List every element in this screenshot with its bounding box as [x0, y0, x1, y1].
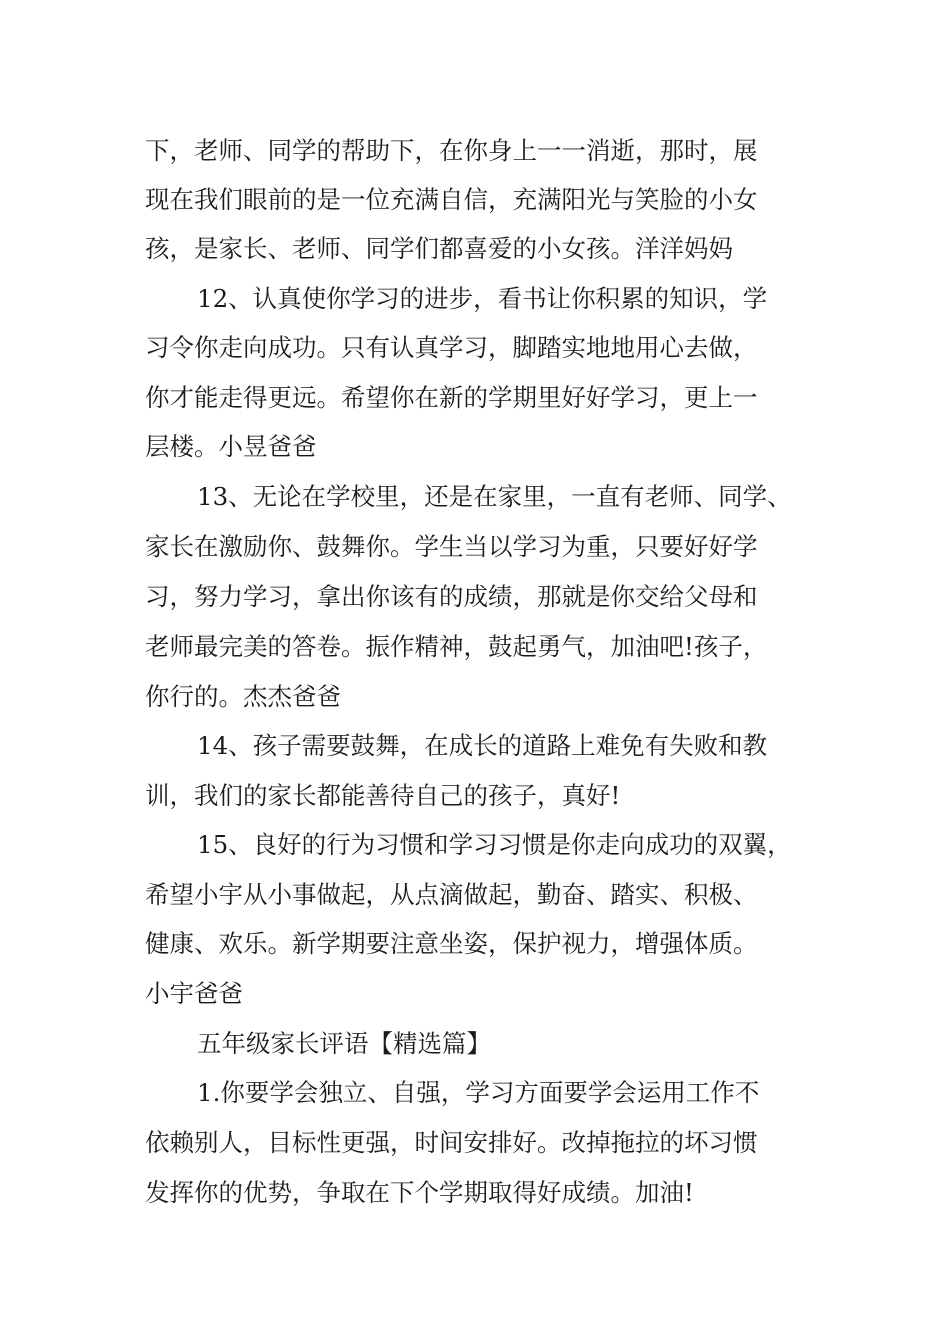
text-line-14: 训，我们的家长都能善待自己的孩子，真好! — [145, 781, 621, 810]
text-line-16: 希望小宇从小事做起，从点滴做起，勤奋、踏实、积极、 — [145, 880, 758, 909]
paragraph-13-start: 13、无论在学校里，还是在家里，一直有老师、同学、 — [197, 482, 792, 511]
text-line-6: 你才能走得更远。希望你在新的学期里好好学习，更上一 — [145, 383, 758, 412]
text-line-22: 发挥你的优势，争取在下个学期取得好成绩。加油! — [145, 1178, 694, 1207]
text-line-9: 家长在激励你、鼓舞你。学生当以学习为重，只要好好学 — [145, 532, 758, 561]
text-line-21: 依赖别人，目标性更强，时间安排好。改掉拖拉的坏习惯 — [145, 1128, 758, 1157]
text-line-1: 下，老师、同学的帮助下，在你身上一一消逝，那时，展 — [145, 136, 758, 165]
text-line-12: 你行的。杰杰爸爸 — [145, 682, 341, 711]
text-line-17: 健康、欢乐。新学期要注意坐姿，保护视力，增强体质。 — [145, 929, 758, 958]
text-line-7: 层楼。小昱爸爸 — [145, 432, 317, 461]
paragraph-1-start: 1.你要学会独立、自强，学习方面要学会运用工作不 — [197, 1078, 760, 1107]
text-line-18: 小宇爸爸 — [145, 979, 243, 1008]
section-heading: 五年级家长评语【精选篇】 — [197, 1029, 491, 1058]
paragraph-12-start: 12、认真使你学习的进步，看书让你积累的知识，学 — [197, 284, 768, 313]
text-line-11: 老师最完美的答卷。振作精神，鼓起勇气，加油吧!孩子， — [145, 632, 768, 661]
text-line-10: 习，努力学习，拿出你该有的成绩，那就是你交给父母和 — [145, 582, 758, 611]
paragraph-15-start: 15、良好的行为习惯和学习习惯是你走向成功的双翼， — [197, 830, 792, 859]
text-line-5: 习令你走向成功。只有认真学习，脚踏实地地用心去做， — [145, 333, 758, 362]
paragraph-14-start: 14、孩子需要鼓舞，在成长的道路上难免有失败和教 — [197, 731, 768, 760]
text-line-2: 现在我们眼前的是一位充满自信，充满阳光与笑脸的小女 — [145, 185, 758, 214]
text-line-3: 孩，是家长、老师、同学们都喜爱的小女孩。洋洋妈妈 — [145, 234, 733, 263]
